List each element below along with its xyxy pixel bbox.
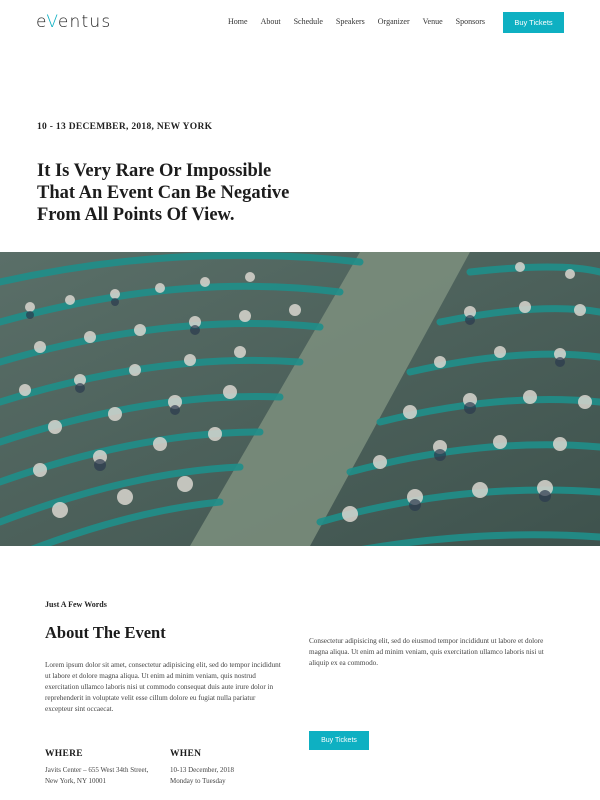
logo-suffix: entus [57,12,112,32]
logo-accent: V [46,12,58,32]
hero-title-line-3: From All Points Of View. [37,205,235,225]
nav-home[interactable]: Home [228,17,248,26]
hero-title-line-2: That An Event Can Be Negative [37,183,290,203]
where-address-line-2: New York, NY 10001 [45,777,106,785]
buy-tickets-button[interactable]: Buy Tickets [503,12,564,33]
section-eyebrow: Just A Few Words [45,600,107,609]
nav-venue[interactable]: Venue [422,17,443,26]
when-days: Monday to Tuesday [170,777,226,785]
where-label: WHERE [45,749,83,759]
nav-sponsors[interactable]: Sponsors [455,17,485,26]
when-label: WHEN [170,749,202,759]
logo[interactable] [36,12,111,32]
nav-schedule[interactable]: Schedule [293,17,323,26]
when-block [170,749,290,787]
about-description: Lorem ipsum dolor sit amet, consectetur adipisicing elit, sed do tempor incididunt ut labore et dolore magna aliqua. Ut enim ad minim veniam, quis nostrud exercitation ullamco laboris nisi ut commodo consequat duis aute irure dolor in reprehenderit in voluptate velit esse cillum dolore eu fugiat nulla pariatur excepteur sint occaecat. [45,661,281,713]
event-date-location: 10 - 13 DECEMBER, 2018, NEW YORK [37,122,213,132]
site-header [0,0,600,46]
about-description-secondary: Consectetur adipisicing elit, sed do eiusmod tempor incididunt ut labore et dolore magna aliqua. Ut enim ad minim veniam, quis exercitation ullamco laboris nisi ut aliquip ex ea commodo. [309,637,544,667]
main-nav [228,17,498,26]
conference-audience-photo [0,252,600,546]
where-address-line-1: Javits Center – 655 West 34th Street, [45,766,149,774]
hero-title [37,160,327,226]
hero-title-line-1: It Is Very Rare Or Impossible [37,161,272,181]
about-title: About The Event [45,623,166,642]
nav-organizer[interactable]: Organizer [377,17,410,26]
where-block [45,749,165,787]
about-buy-tickets-button[interactable]: Buy Tickets [309,731,369,750]
logo-prefix: e [36,12,47,32]
when-date: 10-13 December, 2018 [170,766,235,774]
nav-about[interactable]: About [260,17,281,26]
nav-speakers[interactable]: Speakers [335,17,365,26]
